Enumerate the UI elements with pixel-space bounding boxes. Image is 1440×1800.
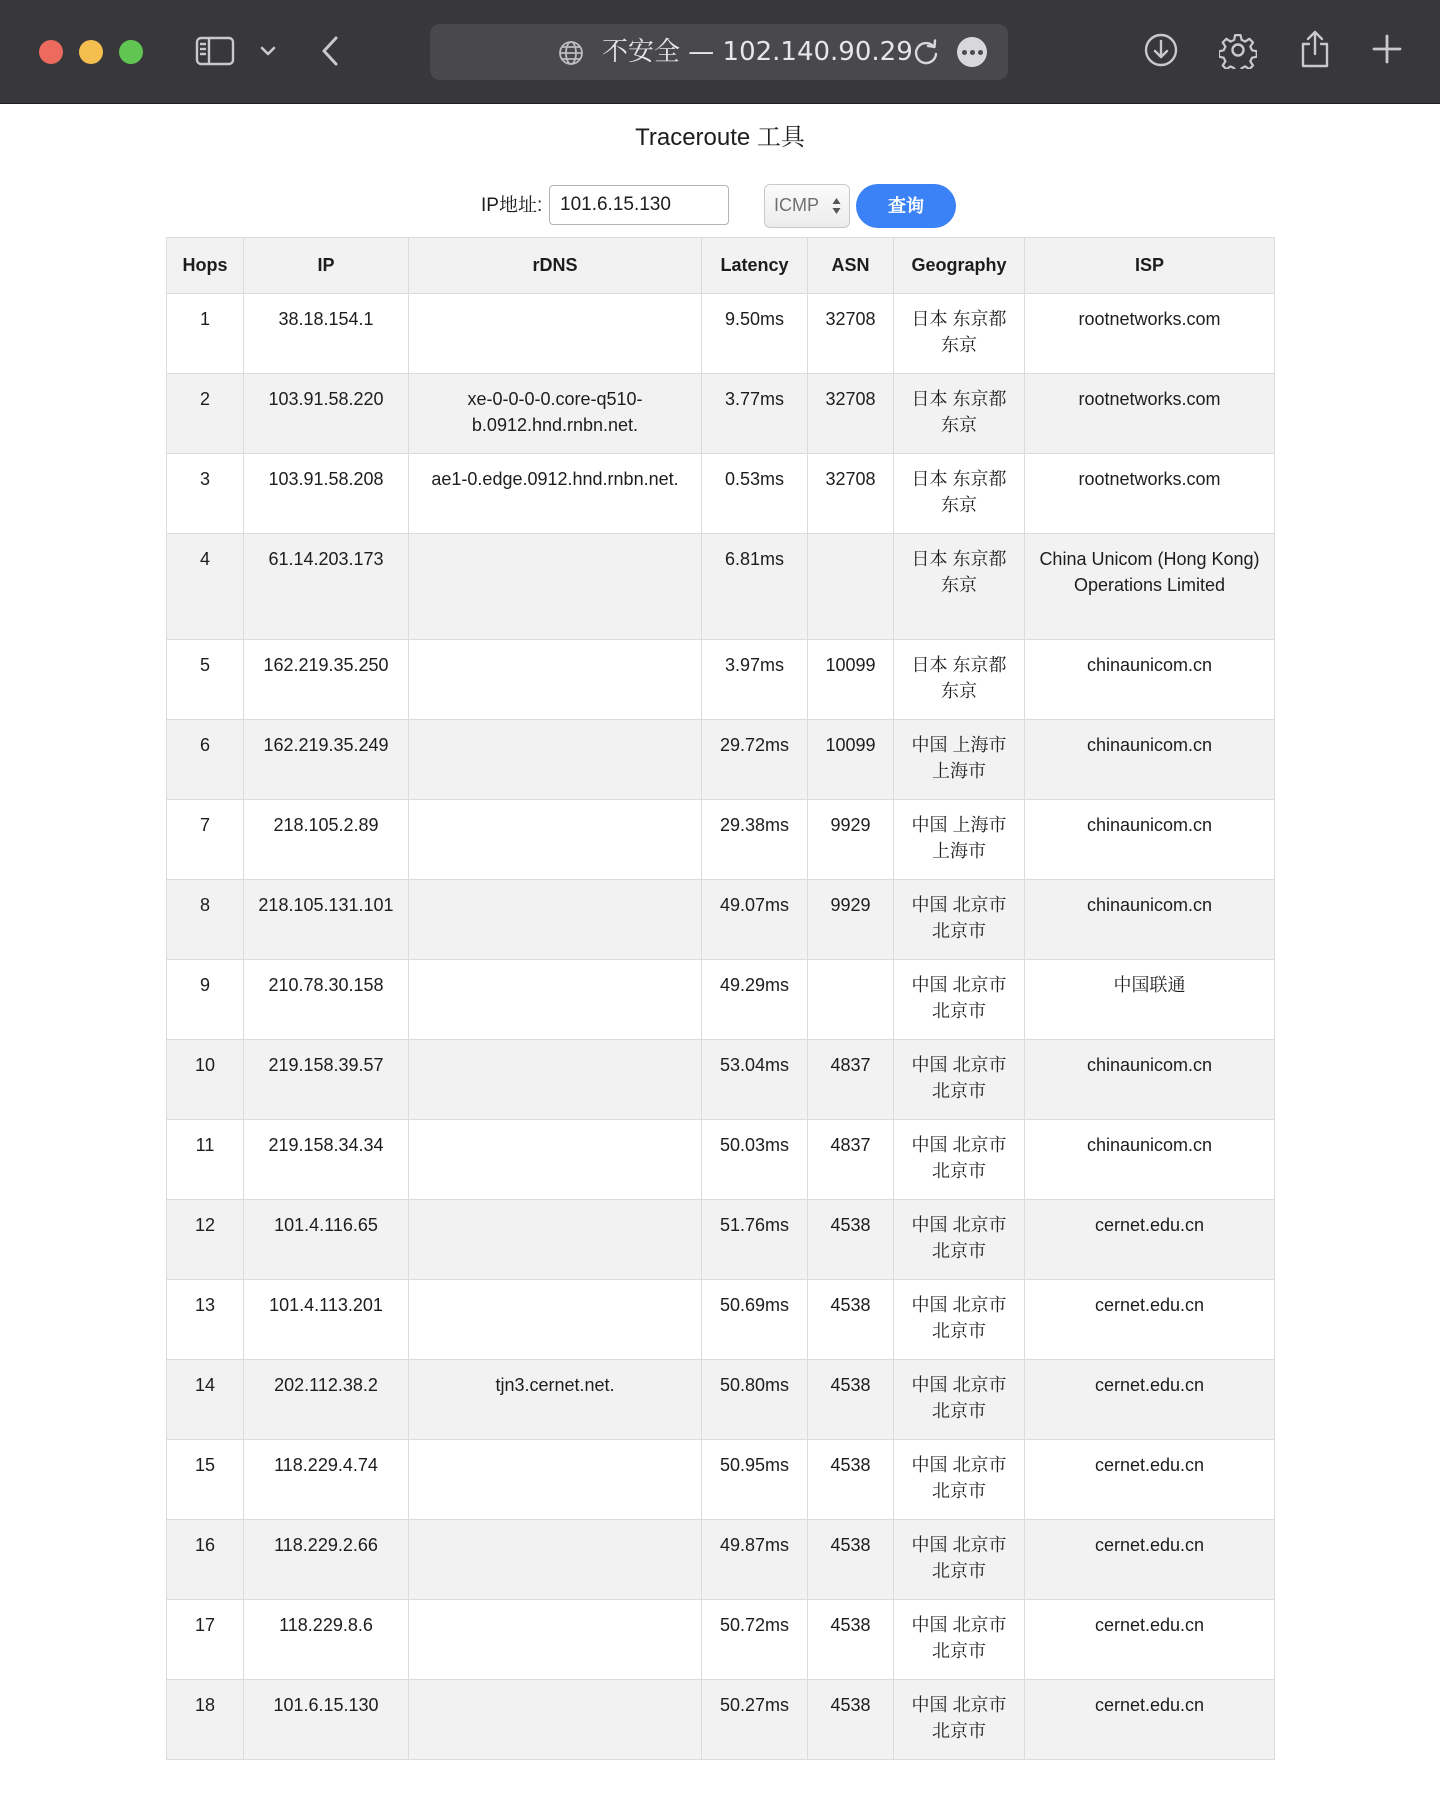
table-row [167, 1440, 1275, 1520]
cell-ip: 38.18.154.1 [244, 294, 409, 374]
ip-input[interactable] [549, 185, 729, 225]
table-row [167, 1280, 1275, 1360]
cell-hop: 15 [167, 1440, 244, 1520]
cell-latency: 50.80ms [702, 1360, 808, 1440]
close-window-button[interactable] [39, 40, 63, 64]
query-button[interactable]: 查询 [856, 184, 956, 228]
cell-isp: rootnetworks.com [1025, 374, 1275, 454]
cell-isp: chinaunicom.cn [1025, 640, 1275, 720]
table-row [167, 1040, 1275, 1120]
cell-hop: 3 [167, 454, 244, 534]
cell-geography: 中国 北京市 北京市 [894, 960, 1025, 1040]
cell-latency: 50.72ms [702, 1600, 808, 1680]
cell-ip: 103.91.58.208 [244, 454, 409, 534]
table-row [167, 1120, 1275, 1200]
cell-asn: 9929 [808, 880, 894, 960]
cell-isp: China Unicom (Hong Kong) Operations Limited [1025, 534, 1275, 640]
cell-rdns [409, 1280, 702, 1360]
cell-asn: 4538 [808, 1680, 894, 1760]
cell-hop: 7 [167, 800, 244, 880]
cell-geography: 中国 北京市 北京市 [894, 1680, 1025, 1760]
cell-isp: cernet.edu.cn [1025, 1680, 1275, 1760]
cell-ip: 101.6.15.130 [244, 1680, 409, 1760]
cell-latency: 49.07ms [702, 880, 808, 960]
cell-geography: 中国 北京市 北京市 [894, 1360, 1025, 1440]
cell-geography: 日本 东京都 东京 [894, 454, 1025, 534]
cell-asn: 9929 [808, 800, 894, 880]
table-row [167, 960, 1275, 1040]
table-row [167, 1680, 1275, 1760]
cell-latency: 50.95ms [702, 1440, 808, 1520]
cell-hop: 16 [167, 1520, 244, 1600]
select-arrows-icon [832, 197, 841, 215]
cell-latency: 3.77ms [702, 374, 808, 454]
cell-asn: 4538 [808, 1360, 894, 1440]
cell-isp: 中国联通 [1025, 960, 1275, 1040]
cell-geography: 中国 北京市 北京市 [894, 1200, 1025, 1280]
cell-ip: 118.229.2.66 [244, 1520, 409, 1600]
cell-latency: 51.76ms [702, 1200, 808, 1280]
cell-rdns [409, 1520, 702, 1600]
cell-asn [808, 534, 894, 640]
table-row [167, 534, 1275, 640]
header-geography: Geography [894, 238, 1025, 294]
cell-ip: 162.219.35.250 [244, 640, 409, 720]
cell-hop: 13 [167, 1280, 244, 1360]
cell-rdns [409, 1600, 702, 1680]
cell-geography: 中国 北京市 北京市 [894, 1520, 1025, 1600]
page-title: Traceroute 工具 [635, 124, 805, 151]
cell-isp: rootnetworks.com [1025, 294, 1275, 374]
cell-latency: 49.87ms [702, 1520, 808, 1600]
cell-hop: 4 [167, 534, 244, 640]
sidebar-toggle-icon[interactable] [195, 34, 235, 68]
cell-geography: 中国 北京市 北京市 [894, 1440, 1025, 1520]
table-row [167, 720, 1275, 800]
cell-hop: 18 [167, 1680, 244, 1760]
cell-asn: 4538 [808, 1600, 894, 1680]
cell-latency: 29.72ms [702, 720, 808, 800]
table-row [167, 454, 1275, 534]
cell-rdns [409, 534, 702, 640]
cell-asn [808, 960, 894, 1040]
cell-rdns [409, 1200, 702, 1280]
cell-ip: 210.78.30.158 [244, 960, 409, 1040]
chevron-down-icon[interactable] [258, 40, 278, 62]
cell-latency: 0.53ms [702, 454, 808, 534]
cell-isp: cernet.edu.cn [1025, 1200, 1275, 1280]
minimize-window-button[interactable] [79, 40, 103, 64]
cell-isp: chinaunicom.cn [1025, 720, 1275, 800]
cell-asn: 4837 [808, 1040, 894, 1120]
cell-hop: 12 [167, 1200, 244, 1280]
cell-isp: chinaunicom.cn [1025, 1040, 1275, 1120]
cell-asn: 4538 [808, 1200, 894, 1280]
cell-latency: 53.04ms [702, 1040, 808, 1120]
reload-icon[interactable] [912, 38, 940, 66]
cell-hop: 6 [167, 720, 244, 800]
cell-rdns [409, 640, 702, 720]
cell-isp: cernet.edu.cn [1025, 1280, 1275, 1360]
cell-asn: 10099 [808, 720, 894, 800]
cell-rdns [409, 800, 702, 880]
cell-ip: 101.4.116.65 [244, 1200, 409, 1280]
cell-hop: 10 [167, 1040, 244, 1120]
cell-geography: 中国 北京市 北京市 [894, 1120, 1025, 1200]
cell-geography: 日本 东京都 东京 [894, 640, 1025, 720]
cell-latency: 9.50ms [702, 294, 808, 374]
cell-hop: 9 [167, 960, 244, 1040]
cell-ip: 218.105.131.101 [244, 880, 409, 960]
cell-geography: 中国 北京市 北京市 [894, 1280, 1025, 1360]
table-row [167, 374, 1275, 454]
protocol-select[interactable] [764, 184, 850, 228]
address-bar[interactable] [430, 24, 1008, 80]
cell-isp: chinaunicom.cn [1025, 880, 1275, 960]
cell-hop: 8 [167, 880, 244, 960]
cell-rdns [409, 1440, 702, 1520]
protocol-selected-value: ICMP [774, 195, 819, 215]
traceroute-table [166, 237, 1275, 1760]
cell-geography: 中国 北京市 北京市 [894, 880, 1025, 960]
ip-label: IP地址: [481, 195, 543, 216]
header-ip: IP [244, 238, 409, 294]
cell-ip: 101.4.113.201 [244, 1280, 409, 1360]
cell-ip: 61.14.203.173 [244, 534, 409, 640]
back-arrow-icon[interactable] [318, 32, 342, 70]
cell-isp: cernet.edu.cn [1025, 1440, 1275, 1520]
cell-rdns [409, 1120, 702, 1200]
traceroute-form [0, 184, 1440, 228]
url-text[interactable]: 不安全 — 102.140.90.29 [602, 37, 913, 67]
cell-asn: 4837 [808, 1120, 894, 1200]
zoom-window-button[interactable] [119, 40, 143, 64]
header-latency: Latency [702, 238, 808, 294]
cell-rdns [409, 880, 702, 960]
cell-isp: cernet.edu.cn [1025, 1360, 1275, 1440]
cell-latency: 3.97ms [702, 640, 808, 720]
cell-hop: 11 [167, 1120, 244, 1200]
header-rdns: rDNS [409, 238, 702, 294]
cell-ip: 162.219.35.249 [244, 720, 409, 800]
cell-isp: chinaunicom.cn [1025, 1120, 1275, 1200]
cell-ip: 202.112.38.2 [244, 1360, 409, 1440]
table-row [167, 294, 1275, 374]
cell-isp: cernet.edu.cn [1025, 1600, 1275, 1680]
header-isp: ISP [1025, 238, 1275, 294]
cell-latency: 6.81ms [702, 534, 808, 640]
cell-isp: chinaunicom.cn [1025, 800, 1275, 880]
header-asn: ASN [808, 238, 894, 294]
cell-geography: 中国 北京市 北京市 [894, 1600, 1025, 1680]
cell-geography: 日本 东京都 东京 [894, 294, 1025, 374]
cell-geography: 中国 北京市 北京市 [894, 1040, 1025, 1120]
table-row [167, 1360, 1275, 1440]
cell-rdns [409, 1680, 702, 1760]
cell-rdns: tjn3.cernet.net. [409, 1360, 702, 1440]
cell-asn: 4538 [808, 1280, 894, 1360]
cell-isp: rootnetworks.com [1025, 454, 1275, 534]
cell-ip: 118.229.8.6 [244, 1600, 409, 1680]
cell-rdns: ae1-0.edge.0912.hnd.rnbn.net. [409, 454, 702, 534]
new-tab-icon[interactable] [1372, 34, 1402, 64]
cell-geography: 日本 东京都 东京 [894, 534, 1025, 640]
cell-geography: 中国 上海市 上海市 [894, 720, 1025, 800]
table-row [167, 1600, 1275, 1680]
globe-icon [558, 40, 584, 66]
table-row [167, 1200, 1275, 1280]
header-hops: Hops [167, 238, 244, 294]
download-icon[interactable] [1143, 32, 1179, 68]
table-row [167, 1520, 1275, 1600]
cell-latency: 50.69ms [702, 1280, 808, 1360]
cell-rdns [409, 720, 702, 800]
cell-asn: 10099 [808, 640, 894, 720]
cell-ip: 118.229.4.74 [244, 1440, 409, 1520]
cell-hop: 14 [167, 1360, 244, 1440]
cell-hop: 17 [167, 1600, 244, 1680]
cell-asn: 32708 [808, 374, 894, 454]
cell-ip: 219.158.34.34 [244, 1120, 409, 1200]
cell-latency: 29.38ms [702, 800, 808, 880]
gear-icon[interactable] [1219, 31, 1257, 69]
browser-toolbar [0, 0, 1440, 104]
table-body [167, 294, 1275, 1760]
table-row [167, 800, 1275, 880]
table-row [167, 880, 1275, 960]
cell-asn: 32708 [808, 454, 894, 534]
cell-latency: 50.27ms [702, 1680, 808, 1760]
cell-geography: 中国 上海市 上海市 [894, 800, 1025, 880]
share-icon[interactable] [1298, 28, 1332, 70]
cell-ip: 219.158.39.57 [244, 1040, 409, 1120]
cell-asn: 4538 [808, 1440, 894, 1520]
table-header-row [167, 238, 1275, 294]
more-options-icon[interactable] [957, 37, 987, 67]
cell-ip: 218.105.2.89 [244, 800, 409, 880]
cell-latency: 49.29ms [702, 960, 808, 1040]
cell-asn: 32708 [808, 294, 894, 374]
cell-rdns [409, 960, 702, 1040]
cell-hop: 1 [167, 294, 244, 374]
cell-hop: 2 [167, 374, 244, 454]
cell-geography: 日本 东京都 东京 [894, 374, 1025, 454]
cell-latency: 50.03ms [702, 1120, 808, 1200]
cell-rdns [409, 294, 702, 374]
cell-ip: 103.91.58.220 [244, 374, 409, 454]
cell-rdns: xe-0-0-0-0.core-q510-b.0912.hnd.rnbn.net. [409, 374, 702, 454]
cell-hop: 5 [167, 640, 244, 720]
cell-isp: cernet.edu.cn [1025, 1520, 1275, 1600]
cell-rdns [409, 1040, 702, 1120]
cell-asn: 4538 [808, 1520, 894, 1600]
table-row [167, 640, 1275, 720]
